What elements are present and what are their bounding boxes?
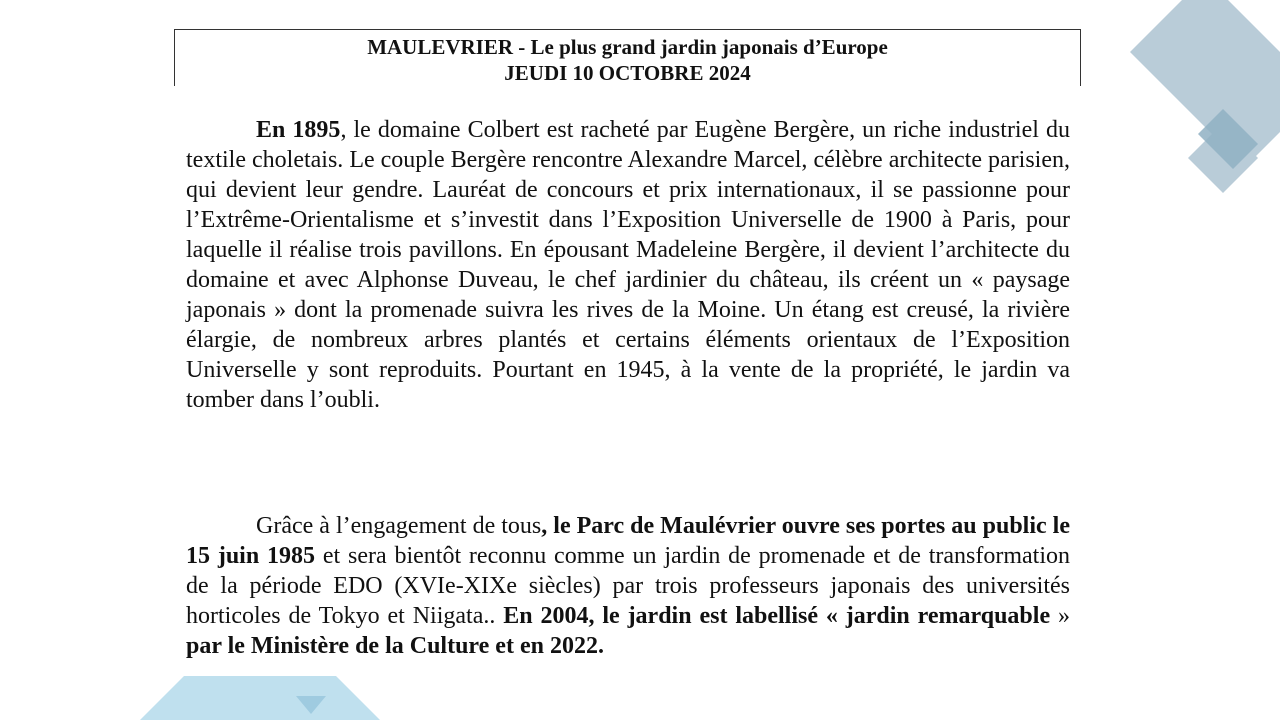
paragraph-history-text: , le domaine Colbert est racheté par Eugène Bergère, un riche industriel du textile choletais. Le couple Bergère rencontre Alexandre Marcel, célèbre architecte parisien, qui devient leur gendre. Lauréat de concours et prix internationaux, il se passionne pour l’Extrême-Orientalisme et s’investit dans l’Exposition Universelle de 1900 à Paris, pour laquelle il réalise trois pavillons. En épousant Madeleine Bergère, il devient l’architecte du domaine et avec Alphonse Duveau, le chef jardinier du château, ils créent un « paysage japonais » dont la promenade suivra les rives de la Moine. Un étang est creusé, la rivière élargie, de nombreux arbres plantés et certains éléments orientaux de l’Exposition Universelle y sont reproduits. Pourtant en 1945, à la vente de la propriété, le jardin va tomber dans l’oubli. [186, 117, 1070, 413]
paragraph-opening [186, 511, 1070, 661]
paragraph-opening-text-1: et sera bientôt reconnu comme un jardin de promenade et de transformation de la période EDO (XVIe-XIXe siècles) par trois professeurs japonais des universités horticoles de Tokyo et Niigata.. [186, 543, 1070, 629]
decorative-diamond-top-right [1120, 0, 1280, 200]
paragraph-opening-lead: Grâce à l’engagement de tous [256, 513, 542, 539]
document-header [174, 29, 1081, 86]
paragraph-history [186, 115, 1070, 415]
document-date: JEUDI 10 OCTOBRE 2024 [504, 61, 751, 85]
document-title: MAULEVRIER - Le plus grand jardin japonais d’Europe [367, 35, 888, 59]
decorative-diamond-bottom-left [140, 676, 380, 720]
paragraph-opening-bold-1: , le Parc de Maulévrier ouvre ses portes au public le 15 juin 1985 [186, 513, 1070, 569]
paragraph-opening-bold-2: En 2004, le jardin est labellisé « jardin remarquable [503, 603, 1051, 629]
paragraph-opening-text-2: » [1050, 603, 1070, 629]
paragraph-opening-bold-3: par le Ministère de la Culture et en 2022. [186, 633, 604, 659]
paragraph-history-lead: En 1895 [256, 117, 341, 143]
